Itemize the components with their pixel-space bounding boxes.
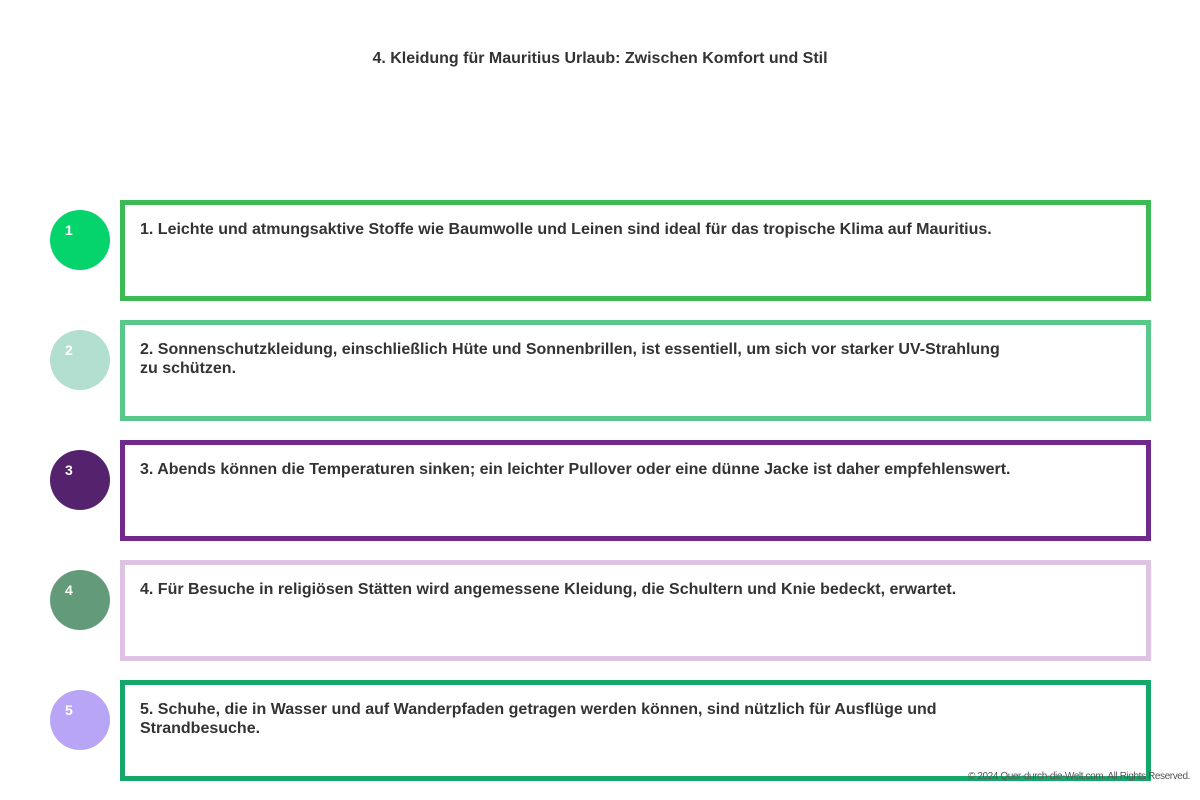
list-item — [50, 680, 1151, 781]
item-box — [120, 680, 1151, 781]
number-badge — [50, 210, 110, 270]
badge-number: 1 — [65, 222, 73, 238]
list-item — [50, 200, 1151, 301]
list-item — [50, 320, 1151, 421]
badge-number: 2 — [65, 342, 73, 358]
item-box — [120, 200, 1151, 301]
badge-number: 4 — [65, 582, 73, 598]
item-text: 2. Sonnenschutzkleidung, einschließlich Hüte und Sonnenbrillen, ist essentiell, um sich vor starker UV-Strahlung zu schützen. — [140, 341, 1000, 377]
copyright-footer: © 2024 Quer-durch-die-Welt.com. All Rights Reserved. — [967, 771, 1190, 782]
list-item — [50, 440, 1151, 541]
number-badge — [50, 450, 110, 510]
item-box — [120, 560, 1151, 661]
item-text: 1. Leichte und atmungsaktive Stoffe wie Baumwolle und Leinen sind ideal für das tropische Klima auf Mauritius. — [140, 221, 992, 238]
item-text: 5. Schuhe, die in Wasser und auf Wanderpfaden getragen werden können, sind nützlich für Ausflüge und Strandbesuche. — [140, 701, 937, 737]
item-text: 3. Abends können die Temperaturen sinken; ein leichter Pullover oder eine dünne Jacke ist daher empfehlenswert. — [140, 461, 1011, 478]
badge-number: 5 — [65, 702, 73, 718]
badge-number: 3 — [65, 462, 73, 478]
number-badge — [50, 690, 110, 750]
list-item — [50, 560, 1151, 661]
number-badge — [50, 330, 110, 390]
item-box — [120, 440, 1151, 541]
page-title: 4. Kleidung für Mauritius Urlaub: Zwischen Komfort und Stil — [372, 50, 828, 67]
item-box — [120, 320, 1151, 421]
item-list — [50, 200, 1151, 800]
number-badge — [50, 570, 110, 630]
item-text: 4. Für Besuche in religiösen Stätten wird angemessene Kleidung, die Schultern und Knie bedeckt, erwartet. — [140, 581, 957, 598]
